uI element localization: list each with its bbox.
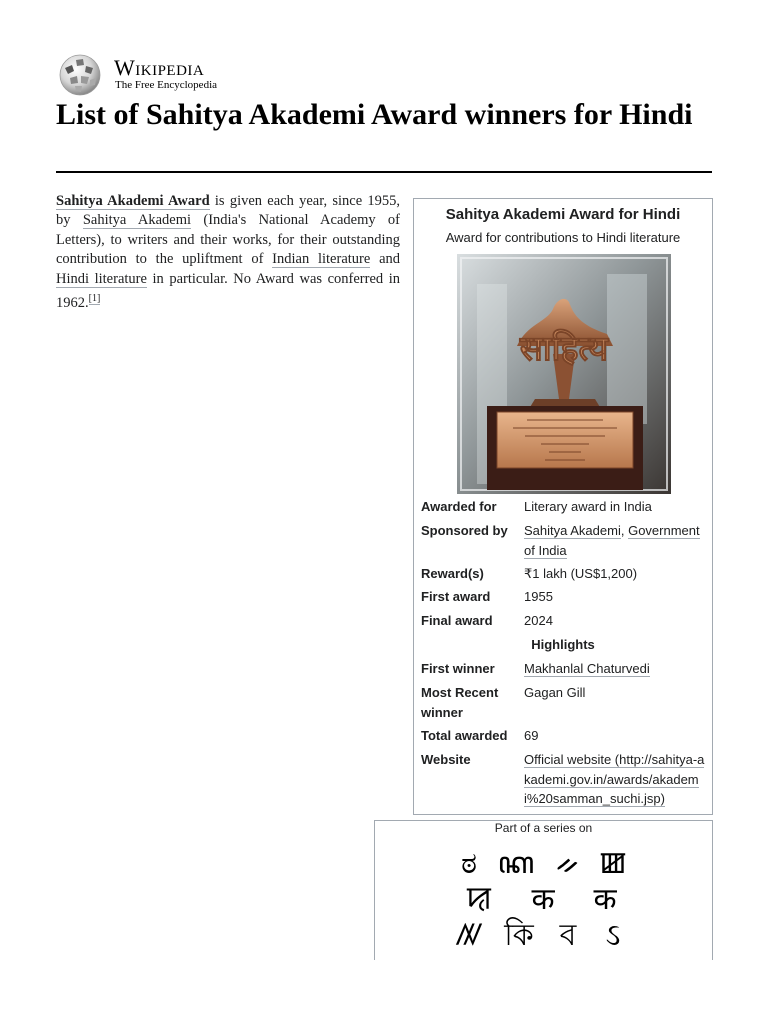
award-trophy-image[interactable] [457,254,671,494]
infobox-highlights-heading: Highlights [531,637,595,652]
infobox-title: Sahitya Akademi Award for Hindi [445,206,681,223]
label-reward: Reward(s) [421,566,484,581]
script-glyph: ઽ [605,918,621,953]
value-first-award: 1955 [524,589,553,604]
label-awarded-for: Awarded for [421,499,497,514]
series-caption: Part of a series on [494,821,593,835]
label-total-awarded: Total awarded [421,728,508,743]
wikipedia-globe-icon [56,54,104,96]
wikipedia-tagline: The Free Encyclopedia [115,79,218,91]
script-glyph: क [593,882,617,917]
indic-scripts-image[interactable] [451,843,631,957]
intro-text-1: is given each year, since 1955, by [56,193,401,229]
script-glyph: ꤲ [456,918,482,953]
label-first-award: First award [421,589,491,604]
intro-paragraph [56,192,400,313]
award-infobox [413,198,713,815]
label-final-award: Final award [421,613,493,628]
series-navbox [374,820,713,960]
link-government-of-india[interactable]: Government of India [524,523,700,558]
label-website: Website [421,752,471,767]
value-sponsored-by [524,521,709,560]
value-website [524,750,709,809]
page-title: List of Sahitya Akademi Award winners for Hindi [56,98,693,131]
script-glyph: ꦏ [497,846,535,881]
intro-text-3: and [370,251,401,268]
value-total-awarded: 69 [524,728,539,743]
script-glyph: ᨀ [555,846,581,881]
sponsor-separator: , [620,523,629,538]
infobox-subtitle: Award for contributions to Hindi literature [445,230,681,245]
script-glyph: ಠ [461,846,477,881]
wikipedia-logo[interactable] [56,54,256,96]
script-glyph: ꯀ [599,846,627,881]
link-sahitya-akademi[interactable]: Sahitya Akademi [82,212,192,229]
reference-link[interactable]: [1] [88,293,101,305]
link-indian-literature[interactable]: Indian literature [272,251,371,268]
script-glyph: ব [559,918,577,953]
value-first-winner [524,659,709,679]
intro-text-2: (India's National Academy of Letters), to writers and their works, for their outstanding contribution to the upliftment of [56,212,401,268]
wikipedia-wordmark: Wikipedia [114,55,205,80]
link-sahitya-akademi-award[interactable]: Sahitya Akademi Award [56,193,210,209]
script-glyph: ꠢ [467,882,491,917]
value-reward: ₹1 lakh (US$1,200) [524,566,638,581]
value-awarded-for: Literary award in India [524,499,652,514]
label-sponsored-by: Sponsored by [421,523,508,538]
link-official-website[interactable]: Official website (http://sahitya-akademi.gov.in/awards/akademi%20samman_suchi.jsp) [524,752,705,806]
link-makhanlal-chaturvedi[interactable]: Makhanlal Chaturvedi [524,661,650,676]
script-glyph: क [531,882,555,917]
label-first-winner: First winner [421,661,495,676]
title-divider [56,171,712,173]
label-most-recent-winner: Most Recent winner [421,685,499,720]
value-most-recent-winner: Gagan Gill [524,685,586,700]
trophy-lettering: साहित्य [519,329,609,369]
link-sahitya-akademi-sponsor[interactable]: Sahitya Akademi [524,523,621,538]
value-final-award: 2024 [524,613,553,628]
link-hindi-literature[interactable]: Hindi literature [56,270,147,287]
script-glyph: কি [504,918,534,953]
intro-text-4: in particular. No Award was conferred in 1962. [56,270,401,312]
